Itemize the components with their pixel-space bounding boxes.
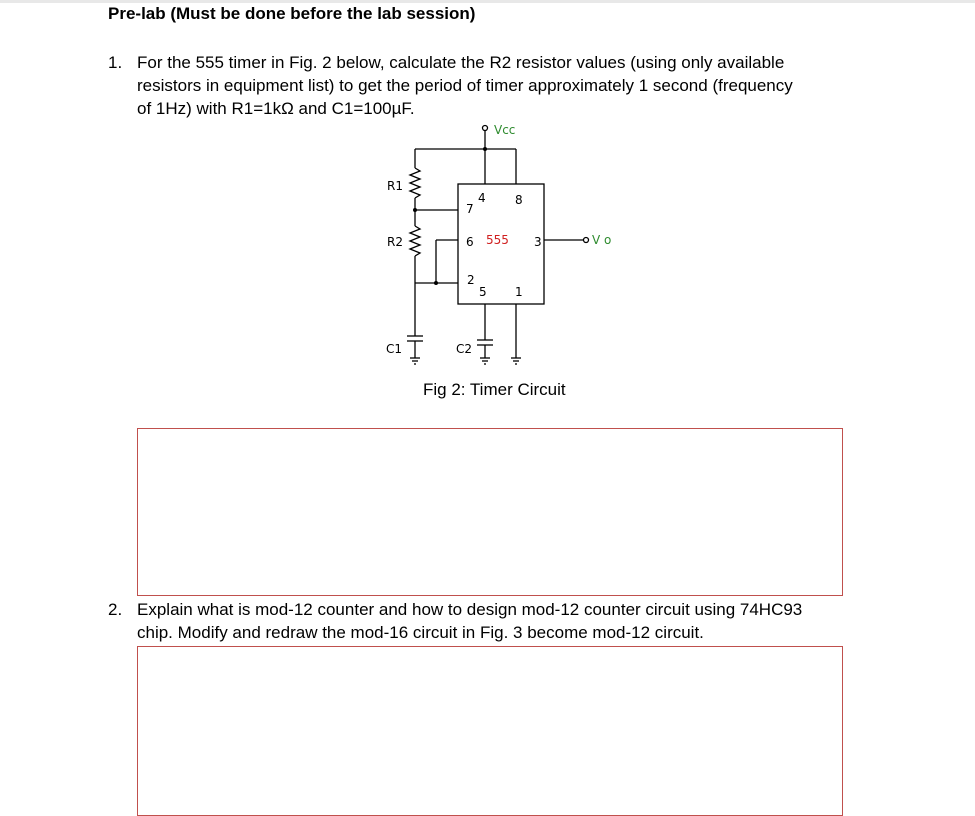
pin-2-label: 2	[467, 273, 475, 287]
question-1-line-3: of 1Hz) with R1=1kΩ and C1=100µF.	[137, 99, 415, 118]
question-1-text	[137, 51, 793, 120]
pin-7-label: 7	[466, 202, 474, 216]
r2-label: R2	[387, 235, 403, 249]
ground-pin1	[511, 358, 521, 364]
pin-5-label: 5	[479, 285, 487, 299]
question-2-line-1: Explain what is mod-12 counter and how to design mod-12 counter circuit using 74HC93	[137, 600, 803, 619]
vcc-label: Vcc	[494, 123, 516, 137]
pin-1-label: 1	[515, 285, 523, 299]
ground-c2	[480, 358, 490, 364]
question-2-number: 2.	[108, 600, 123, 619]
pin-3-label: 3	[534, 235, 542, 249]
vcc-terminal	[483, 126, 488, 131]
prelab-heading: Pre-lab (Must be done before the lab session)	[108, 4, 476, 23]
question-1-line-1: For the 555 timer in Fig. 2 below, calculate the R2 resistor values (using only available	[137, 53, 785, 72]
vo-terminal	[584, 238, 589, 243]
r1-label: R1	[387, 179, 403, 193]
c2-label: C2	[456, 342, 473, 356]
answer-box-question-1[interactable]	[137, 428, 843, 596]
page-top-edge	[0, 0, 975, 3]
pin-8-label: 8	[515, 193, 523, 207]
r1-resistor	[410, 168, 420, 198]
pin-4-label: 4	[478, 191, 486, 205]
question-2-line-2: chip. Modify and redraw the mod-16 circuit in Fig. 3 become mod-12 circuit.	[137, 623, 704, 642]
timer-circuit-diagram	[370, 118, 640, 378]
pin-6-label: 6	[466, 235, 474, 249]
figure-caption: Fig 2: Timer Circuit	[423, 380, 566, 399]
question-2-text	[137, 598, 802, 644]
ic-555-label: 555	[486, 233, 509, 247]
r2-resistor	[410, 226, 420, 256]
answer-box-question-2[interactable]	[137, 646, 843, 816]
question-1-number: 1.	[108, 53, 123, 72]
ground-c1	[410, 358, 420, 364]
c1-label: C1	[386, 342, 403, 356]
question-1-line-2: resistors in equipment list) to get the period of timer approximately 1 second (frequency	[137, 76, 793, 95]
vo-label: V o	[592, 233, 612, 247]
